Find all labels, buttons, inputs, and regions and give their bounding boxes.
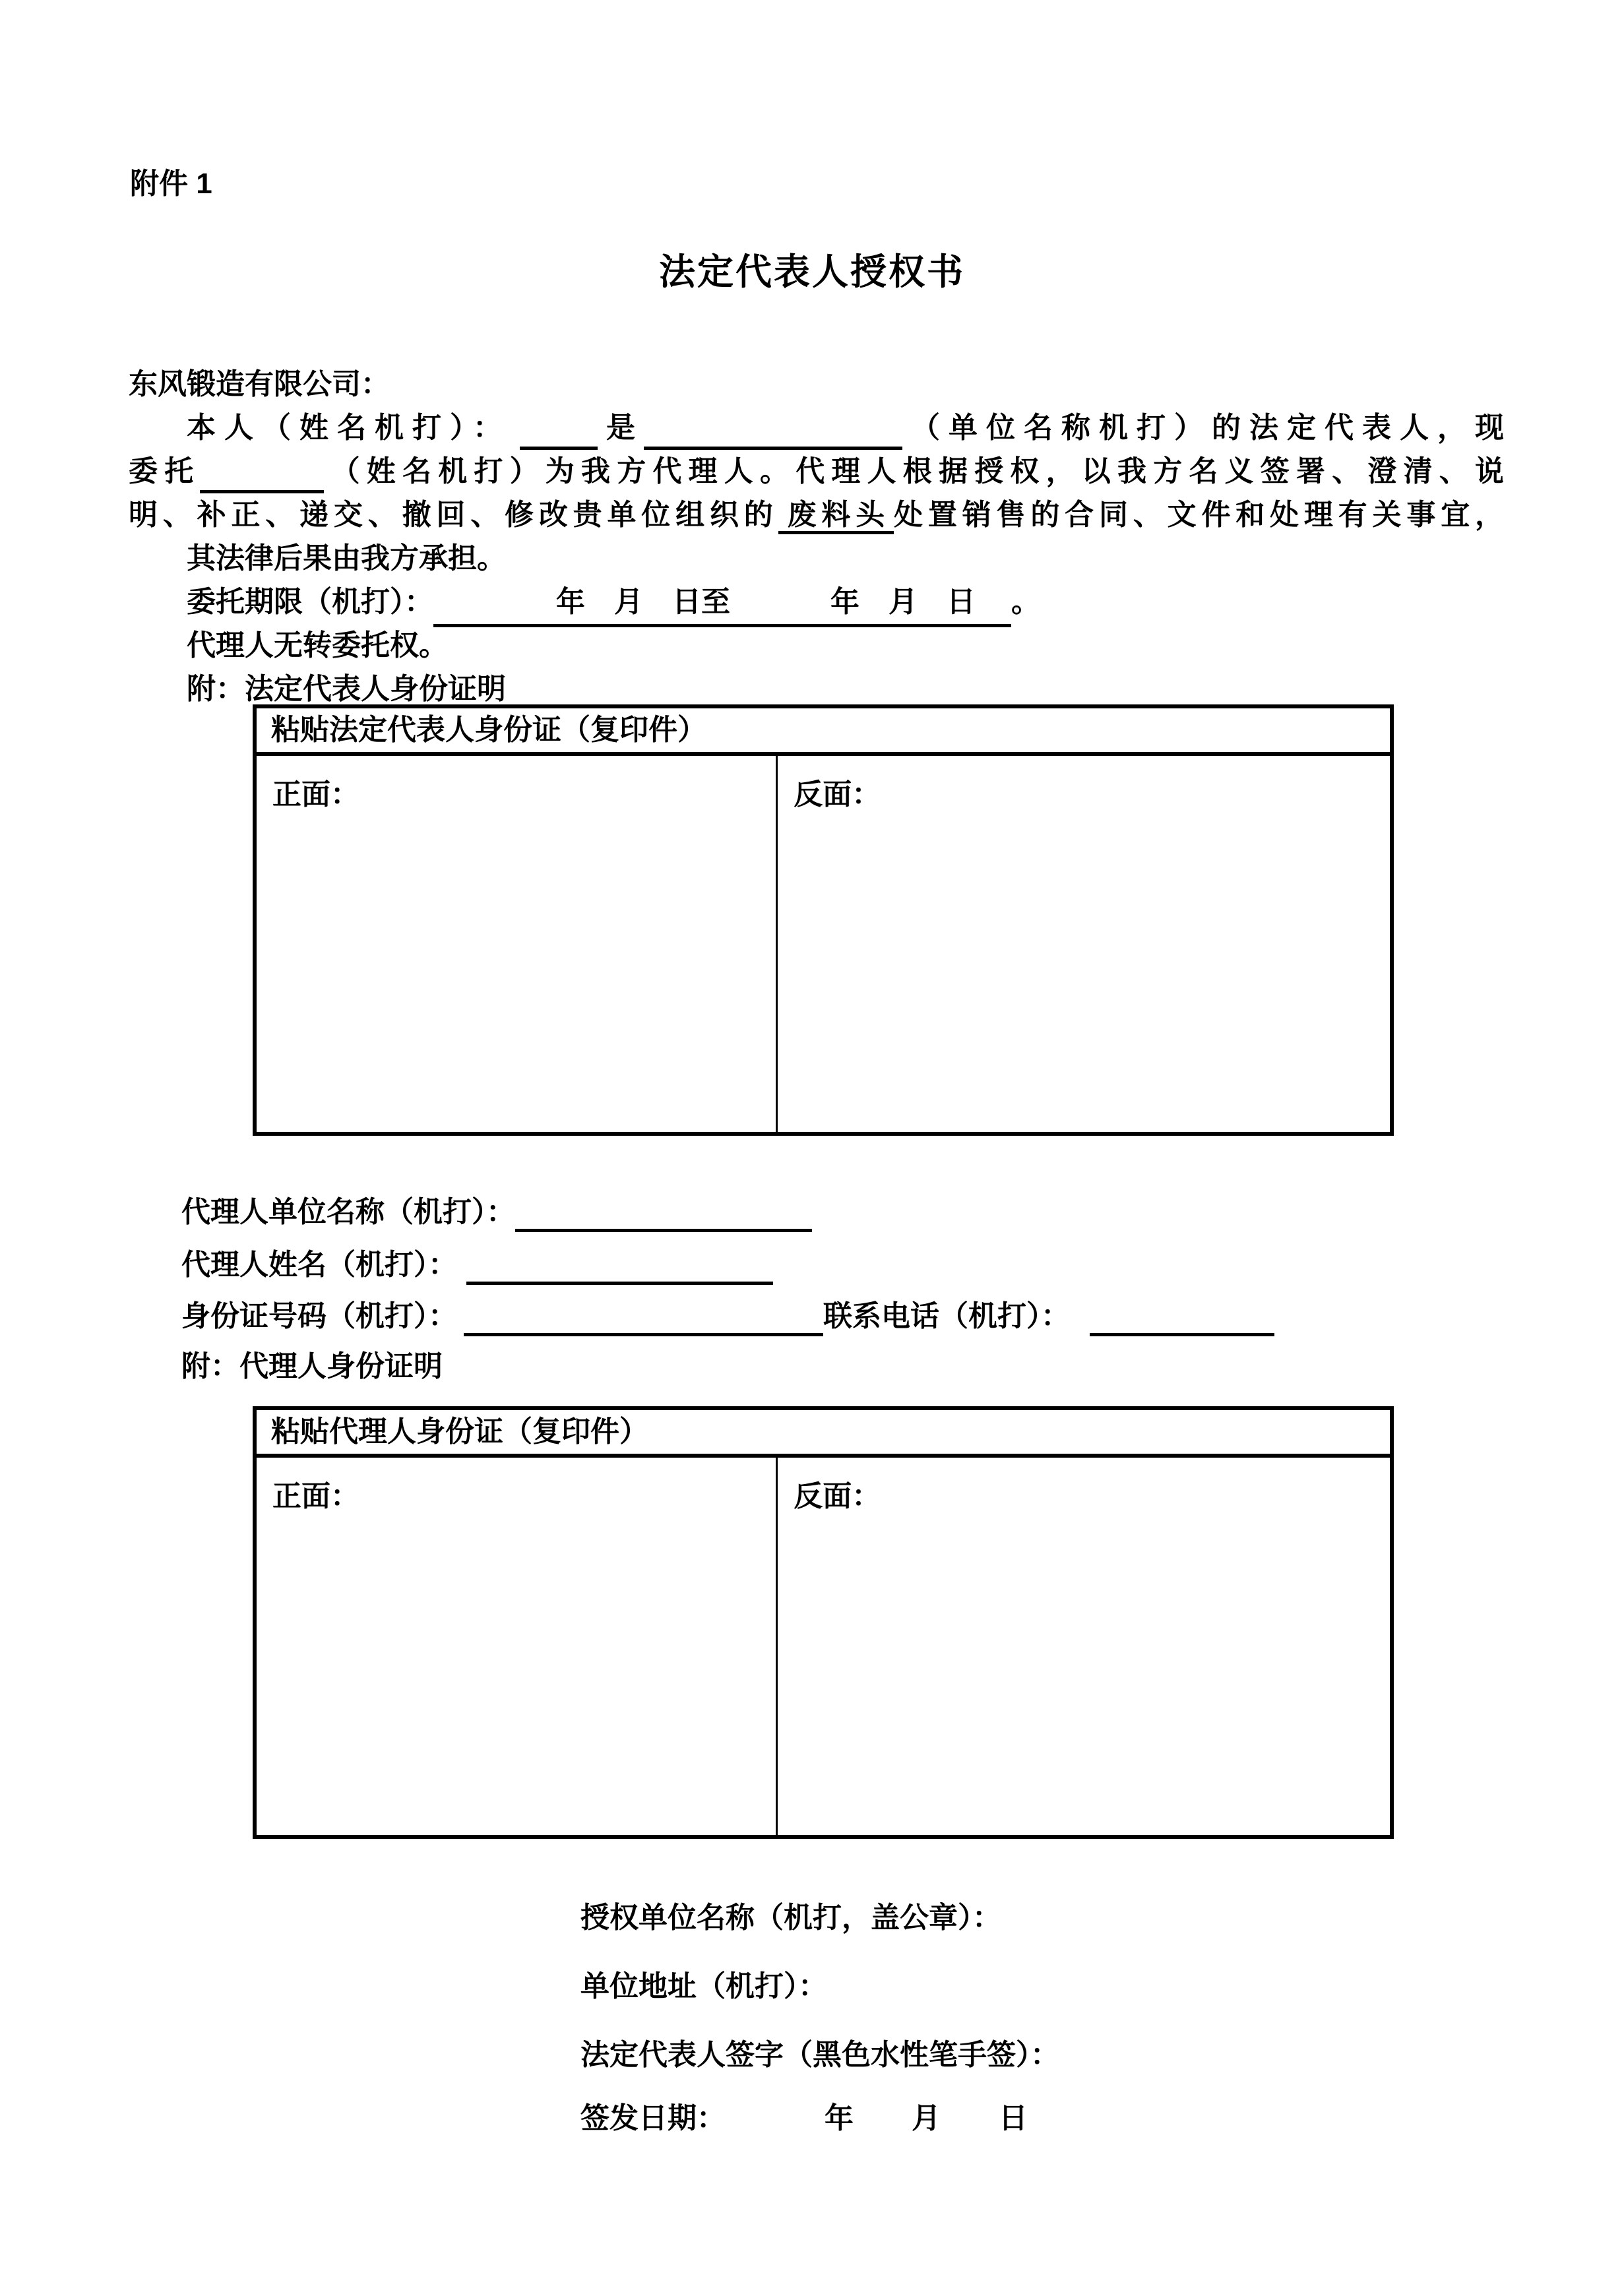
- legal-rep-id-table-body: [257, 756, 1390, 1132]
- agent-id-table: [253, 1406, 1394, 1839]
- agent-phone-label: 联系电话（机打）：: [823, 1300, 1070, 1332]
- body-line-3: [129, 493, 1504, 537]
- agent-id-front-label: 正面：: [272, 1480, 359, 1512]
- principal-name-blank: [520, 420, 598, 450]
- line2-prefix: 委托: [129, 455, 201, 487]
- legal-rep-id-back-label: 反面：: [794, 778, 881, 811]
- unit-name-blank: [644, 420, 902, 450]
- line1-suffix: （单位名称机打）的法定代表人，现: [902, 412, 1504, 444]
- body-line-2: [129, 450, 1504, 493]
- legal-rep-id-table-header: 粘贴法定代表人身份证（复印件）: [257, 708, 1390, 756]
- salutation: 东风锻造有限公司：: [129, 368, 390, 400]
- scrap-material-underlined-text: 废料头: [778, 499, 894, 534]
- line3-suffix: 处置销售的合同、文件和处理有关事宜，: [894, 499, 1505, 531]
- agent-id-back-label: 反面：: [794, 1480, 881, 1512]
- agent-id-number-label: 身份证号码（机打）：: [181, 1300, 457, 1332]
- body-line-1: [129, 406, 1504, 450]
- document-title: 法定代表人授权书: [658, 251, 965, 292]
- attachment-label: 附件 1: [130, 168, 212, 200]
- agent-id-front-cell: [257, 1458, 778, 1835]
- issue-date-line: [580, 2099, 1028, 2138]
- legal-rep-attachment-note: 附：法定代表人身份证明: [187, 673, 506, 705]
- agent-name-label: 代理人姓名（机打）：: [181, 1249, 457, 1281]
- agent-attachment-note: 附：代理人身份证明: [181, 1350, 443, 1382]
- line1-prefix: 本人（姓名机打）：: [187, 412, 511, 444]
- body-line-4: 其法律后果由我方承担。: [187, 542, 506, 574]
- legal-rep-id-back-cell: [778, 756, 1390, 1132]
- line1-is-label: 是: [598, 412, 644, 444]
- agent-id-number-blank: [464, 1307, 823, 1336]
- entrust-period-label: 委托期限（机打）：: [187, 586, 433, 618]
- agent-name-fill-blank: [466, 1255, 773, 1285]
- no-transfer-line: 代理人无转委托权。: [187, 629, 448, 662]
- agent-unit-name-line: [181, 1193, 812, 1232]
- agent-id-phone-line: [181, 1297, 1274, 1336]
- legal-rep-id-table: [253, 704, 1394, 1136]
- agent-id-table-body: [257, 1458, 1390, 1835]
- agent-id-table-header: 粘贴代理人身份证（复印件）: [257, 1410, 1390, 1458]
- agent-name-blank: [200, 464, 324, 493]
- issue-date-label: 签发日期：: [580, 2102, 726, 2134]
- agent-unit-name-blank: [515, 1202, 812, 1232]
- issue-date-fields: 年 月 日: [825, 2102, 1028, 2134]
- line2-suffix: （姓名机打）为我方代理人。代理人根据授权，以我方名义签署、澄清、说: [324, 455, 1505, 487]
- entrust-period-line: [129, 580, 1504, 627]
- agent-unit-name-label: 代理人单位名称（机打）：: [181, 1196, 515, 1228]
- unit-address-line: 单位地址（机打）：: [580, 1970, 827, 2002]
- legal-rep-id-front-cell: [257, 756, 778, 1132]
- line3-prefix: 明、补正、递交、撤回、修改贵单位组织的: [129, 499, 778, 531]
- entrust-period-blank-2: 年 月 日: [737, 580, 1011, 627]
- legal-rep-id-front-label: 正面：: [272, 778, 359, 811]
- agent-id-back-cell: [778, 1458, 1390, 1835]
- authorizing-unit-name-line: 授权单位名称（机打，盖公章）：: [580, 1902, 1001, 1934]
- entrust-period-blank-1: 年 月 日至: [433, 580, 737, 627]
- entrust-period-end: 。: [1011, 586, 1040, 618]
- agent-phone-blank: [1090, 1307, 1274, 1336]
- agent-name-line: [181, 1245, 773, 1285]
- legal-rep-signature-line: 法定代表人签字（黑色水性笔手签）：: [580, 2039, 1059, 2071]
